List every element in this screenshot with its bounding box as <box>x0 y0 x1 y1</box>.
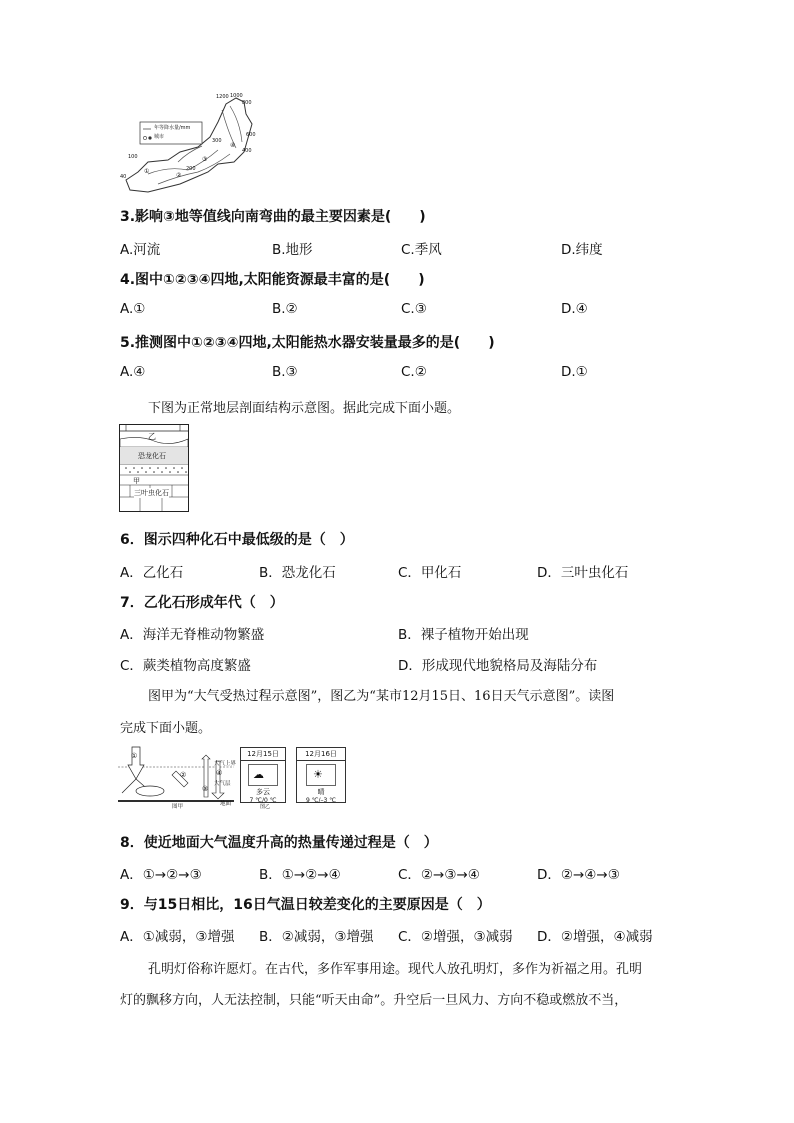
question-4: 4.图中①②③④四地,太阳能资源最丰富的是( ) <box>120 272 425 288</box>
atmos-num: ② <box>180 771 187 779</box>
q9-option-a: A．①减弱，③增强 <box>120 929 235 945</box>
map-marker: ③ <box>202 156 208 163</box>
weather-temp-day2: 9 ℃/–3 ℃ <box>306 797 336 804</box>
sunny-icon: ☀ <box>306 764 336 786</box>
question-3: 3.影响③地等值线向南弯曲的最主要因素是( ) <box>120 209 426 225</box>
strata-label-jia: 甲 <box>133 477 140 485</box>
q9-option-d: D．②增强，④减弱 <box>537 929 653 945</box>
q6-option-d: D．三叶虫化石 <box>537 565 629 581</box>
q4-option-a: A.① <box>120 301 146 317</box>
intro-atmosphere-line2: 完成下面小题。 <box>120 721 212 736</box>
q8-option-d: D．②→④→③ <box>537 867 620 883</box>
label-ground: 地面 <box>220 801 232 807</box>
label-atmosphere-layer: 大气层 <box>214 781 231 787</box>
contour-label: 40 <box>120 174 127 180</box>
intro-atmosphere-line1: 图甲为“大气受热过程示意图”，图乙为“某市12月15日、16日天气示意图”。读图 <box>148 689 615 704</box>
precipitation-map <box>118 92 268 202</box>
weather-card-day2 <box>296 747 346 803</box>
legend-city-label: 城市 <box>154 134 165 140</box>
q8-option-c: C．②→③→④ <box>398 867 480 883</box>
q3-option-b: B.地形 <box>272 242 313 258</box>
weather-temp-day1: 7 ℃/0 ℃ <box>249 797 277 804</box>
q6-option-b: B．恐龙化石 <box>259 565 336 581</box>
weather-card-day1 <box>240 747 286 803</box>
map-marker: ① <box>144 168 150 175</box>
q3-option-c: C.季风 <box>401 242 442 258</box>
question-9: 9．与15日相比，16日气温日较差变化的主要原因是（ ） <box>120 897 491 913</box>
intro-strata: 下图为正常地层剖面结构示意图。据此完成下面小题。 <box>148 401 461 416</box>
intro-kongming-line2: 灯的飘移方向，人无法控制，只能“听天由命”。升空后一旦风力、方向不稳或燃放不当， <box>120 993 628 1008</box>
question-6: 6．图示四种化石中最低级的是（ ） <box>120 532 354 548</box>
q3-option-d: D.纬度 <box>561 242 603 258</box>
q4-option-d: D.④ <box>561 301 588 317</box>
strata-label-trilobite: 三叶虫化石 <box>134 489 169 497</box>
atmosphere-diagram <box>118 745 350 809</box>
map-marker: ④ <box>230 142 236 149</box>
q8-option-b: B．①→②→④ <box>259 867 341 883</box>
contour-label: 800 <box>242 100 252 106</box>
cloudy-icon: ☁ <box>248 764 278 786</box>
contour-label: 100 <box>128 154 138 160</box>
atmos-num: ③ <box>202 785 209 793</box>
atmos-num: ④ <box>216 769 223 777</box>
label-upper-boundary: 大气上界 <box>214 761 237 767</box>
weather-text-day1: 多云 <box>256 788 270 796</box>
weather-date-day2: 12月16日 <box>297 748 345 761</box>
q9-option-b: B．②减弱，③增强 <box>259 929 374 945</box>
strata-label-yi: 乙 <box>148 432 156 441</box>
intro-kongming-line1: 孔明灯俗称许愿灯。在古代，多作军事用途。现代人放孔明灯，多作为祈福之用。孔明 <box>148 962 643 977</box>
question-7: 7．乙化石形成年代（ ） <box>120 595 284 611</box>
strata-diagram <box>119 424 189 512</box>
caption-figure-jia: 图甲 <box>172 804 184 810</box>
q9-option-c: C．②增强，③减弱 <box>398 929 513 945</box>
weather-date-day1: 12月15日 <box>241 748 285 761</box>
caption-figure-yi: 图乙 <box>260 804 271 810</box>
atmos-num: ① <box>131 752 138 760</box>
q5-option-b: B.③ <box>272 364 298 380</box>
q5-option-d: D.① <box>561 364 588 380</box>
precipitation-map-svg <box>118 92 268 202</box>
contour-label: 400 <box>242 148 252 154</box>
weather-text-day2: 晴 <box>317 788 325 796</box>
q6-option-c: C．甲化石 <box>398 565 462 581</box>
q7-option-d: D．形成现代地貌格局及海陆分布 <box>398 658 598 674</box>
legend-isoline-label: 年等降水量/mm <box>154 125 191 131</box>
q5-option-c: C.② <box>401 364 427 380</box>
q7-option-c: C．蕨类植物高度繁盛 <box>120 658 251 674</box>
contour-label: 600 <box>246 132 256 138</box>
contour-label: 1000 <box>230 93 243 99</box>
contour-label: 300 <box>212 138 222 144</box>
q5-option-a: A.④ <box>120 364 146 380</box>
contour-label: 200 <box>186 166 196 172</box>
map-marker: ② <box>176 172 182 179</box>
strata-label-dinosaur: 恐龙化石 <box>138 452 166 460</box>
q4-option-c: C.③ <box>401 301 427 317</box>
q7-option-b: B．裸子植物开始出现 <box>398 627 529 643</box>
question-8: 8．使近地面大气温度升高的热量传递过程是（ ） <box>120 835 438 851</box>
q3-option-a: A.河流 <box>120 242 161 258</box>
q7-option-a: A．海洋无脊椎动物繁盛 <box>120 627 265 643</box>
contour-label: 1200 <box>216 94 229 100</box>
question-5: 5.推测图中①②③④四地,太阳能热水器安装量最多的是( ) <box>120 335 495 351</box>
q4-option-b: B.② <box>272 301 298 317</box>
q6-option-a: A．乙化石 <box>120 565 184 581</box>
q8-option-a: A．①→②→③ <box>120 867 202 883</box>
